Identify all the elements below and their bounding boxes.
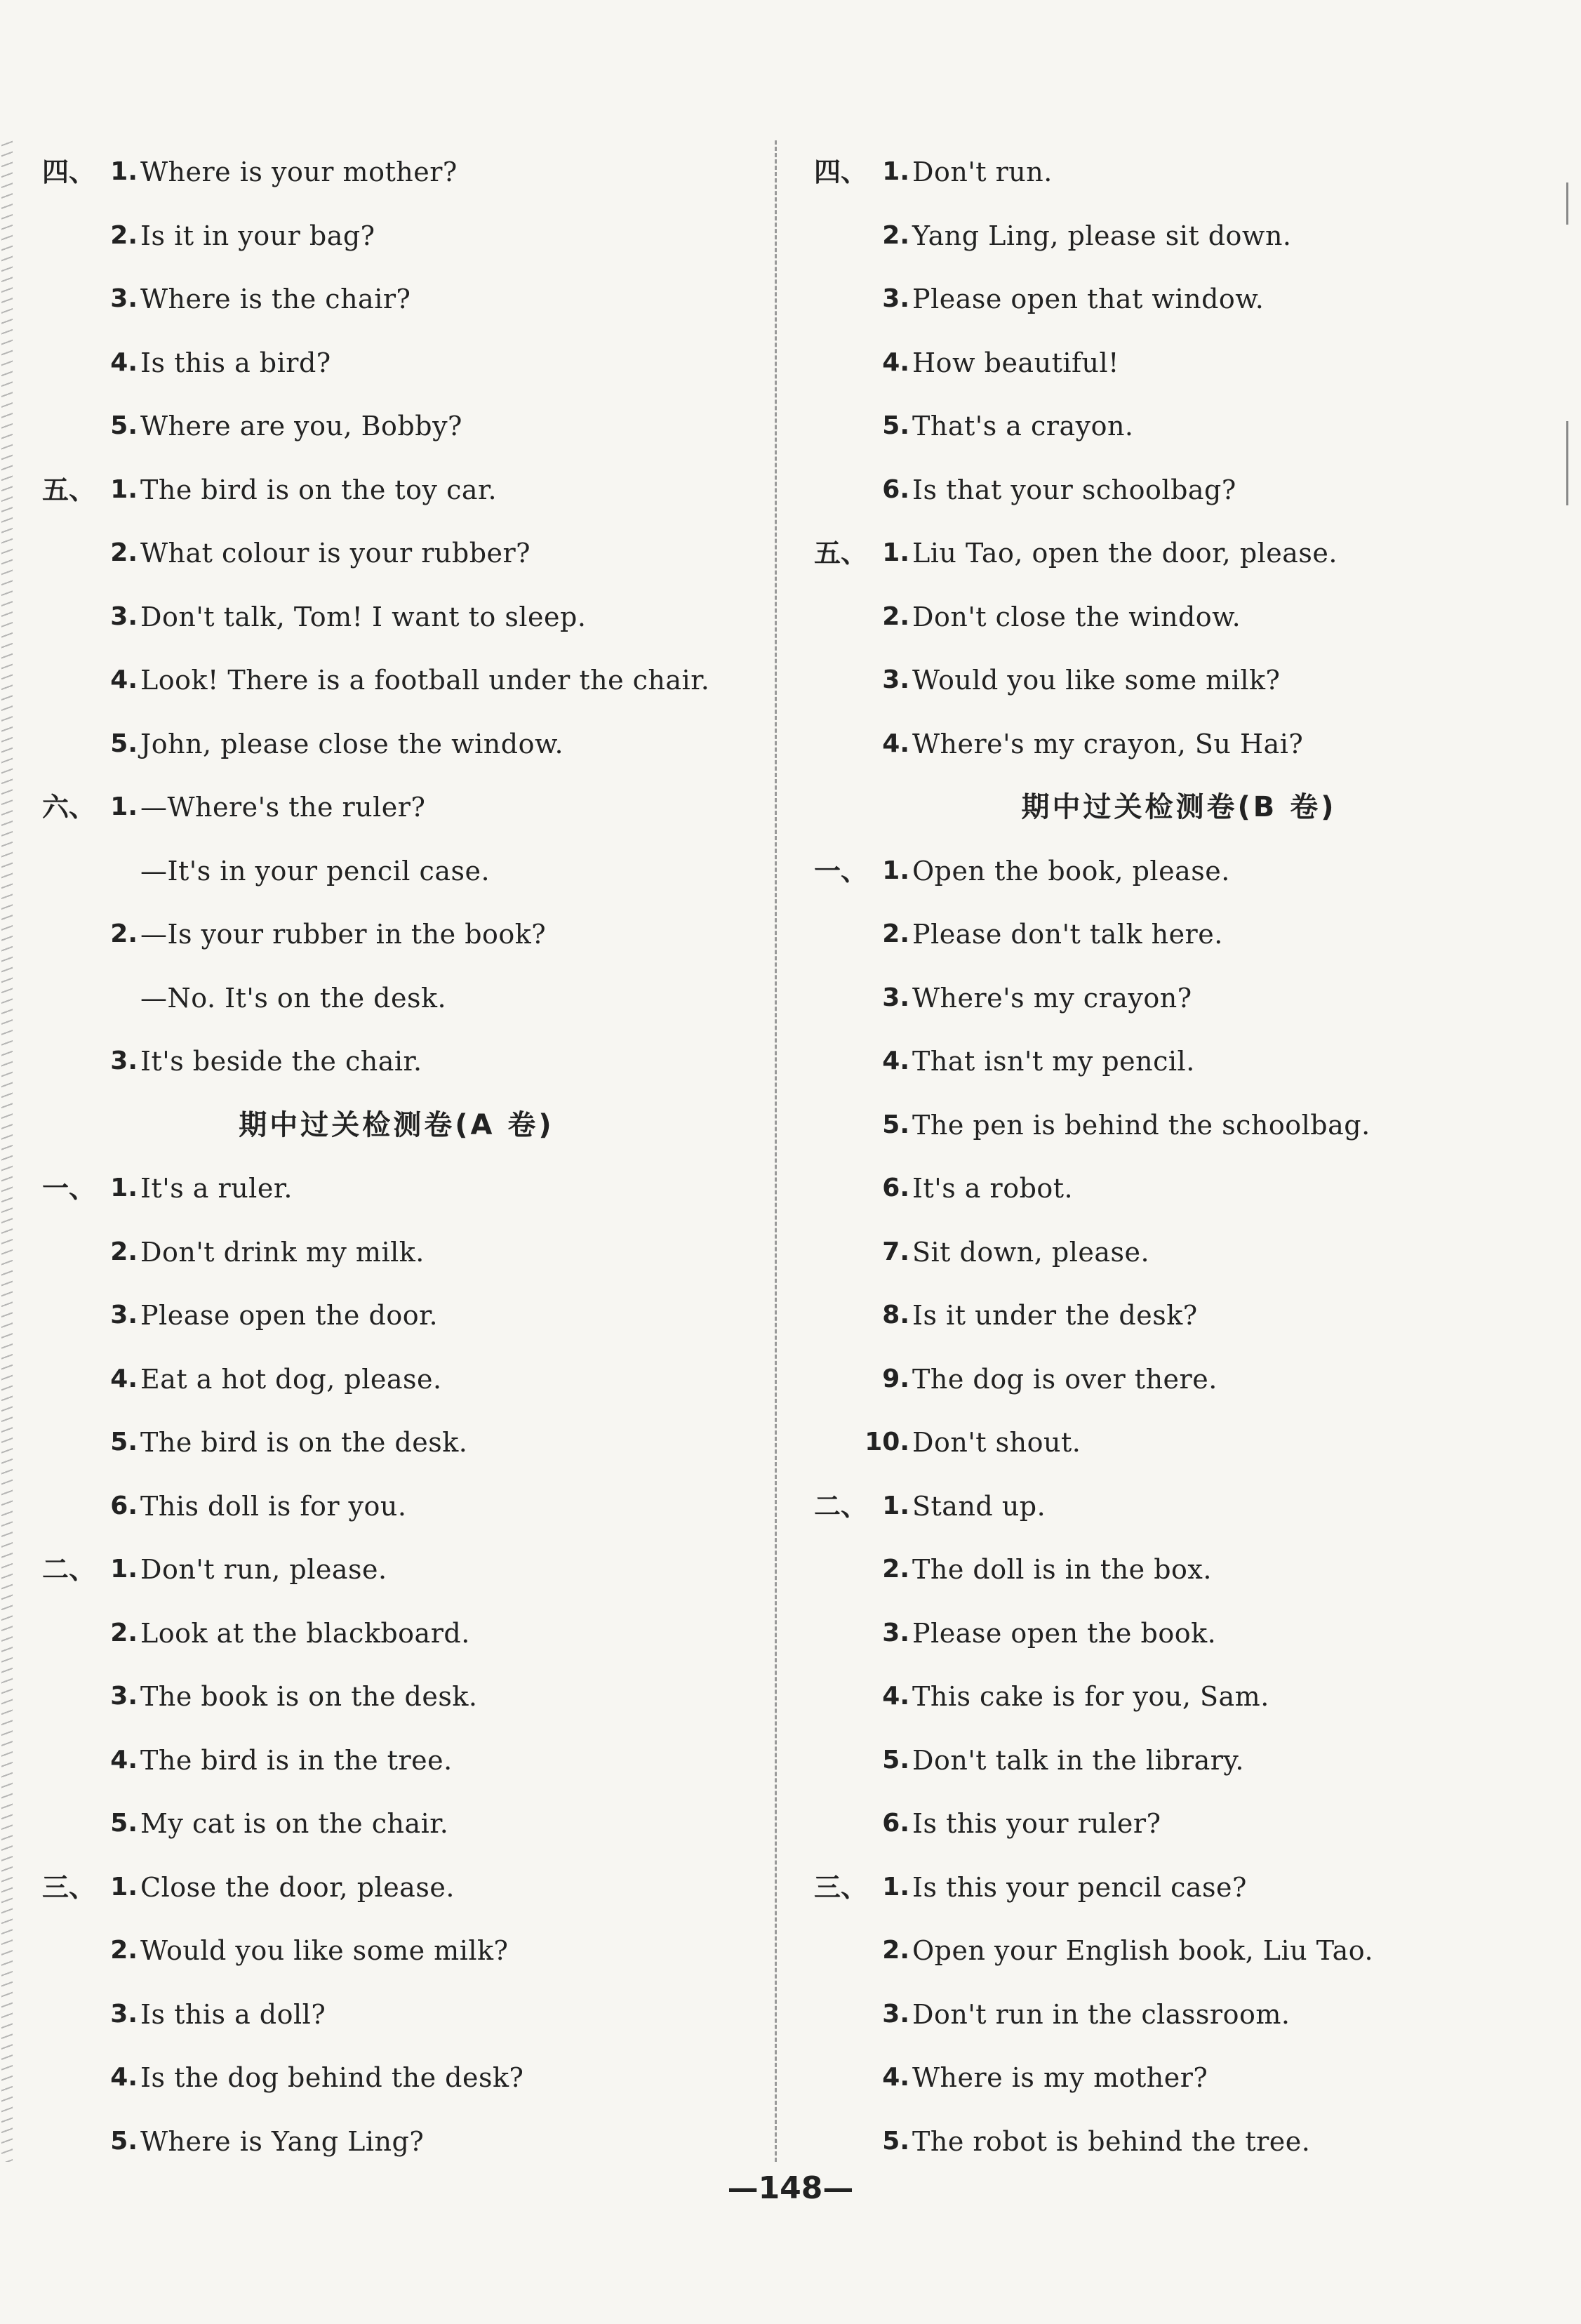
answer-text: —It's in your pencil case. <box>140 855 491 887</box>
answer-item <box>814 1602 1544 1666</box>
answer-item <box>42 1157 751 1221</box>
answer-text: How beautiful! <box>912 347 1119 378</box>
answer-item <box>814 1729 1544 1793</box>
right-column <box>814 140 1544 2173</box>
answer-text: —Is your rubber in the book? <box>140 919 547 950</box>
section-number: 四、 <box>42 157 96 187</box>
answer-text: The book is on the desk. <box>140 1681 478 1712</box>
item-number: 6. <box>882 1174 909 1202</box>
answer-text: Look at the blackboard. <box>140 1617 470 1649</box>
answer-item <box>42 1602 751 1666</box>
answer-item <box>814 522 1544 585</box>
answer-text: The bird is in the tree. <box>140 1744 453 1776</box>
item-number: 4. <box>110 2063 138 2092</box>
answer-item <box>814 649 1544 712</box>
answer-text: That's a crayon. <box>912 411 1134 441</box>
answer-text: Where is my mother? <box>912 2062 1208 2093</box>
answer-text: Where's my crayon, Su Hai? <box>912 728 1304 759</box>
item-number: 7. <box>882 1237 909 1266</box>
answer-item <box>814 1919 1544 1983</box>
answer-item <box>42 712 751 776</box>
item-number: 2. <box>882 1555 909 1583</box>
left-column <box>42 140 751 2173</box>
item-number: 1. <box>110 1174 138 1202</box>
item-number: 5. <box>882 1745 909 1774</box>
section-number: 一、 <box>814 855 868 887</box>
item-number: 1. <box>110 157 138 186</box>
item-number: 1. <box>882 1491 909 1520</box>
answer-item <box>42 458 751 522</box>
answer-text: The bird is on the desk. <box>140 1427 468 1458</box>
section-number: 三、 <box>814 1871 868 1903</box>
answer-text: Is it under the desk? <box>912 1300 1198 1331</box>
page-number: —148— <box>727 2170 854 2206</box>
answer-text: Would you like some milk? <box>140 1935 509 1966</box>
item-number: 2. <box>110 1237 138 1266</box>
item-number: 5. <box>110 729 138 758</box>
answer-item <box>814 585 1544 649</box>
answer-text: Is this a doll? <box>140 1998 326 2030</box>
answer-text: Don't drink my milk. <box>140 1236 425 1268</box>
item-number: 2. <box>110 538 138 567</box>
answer-text: The pen is behind the schoolbag. <box>912 1109 1370 1141</box>
answer-item <box>814 1792 1544 1856</box>
answer-item <box>42 1284 751 1348</box>
section-number: 一、 <box>42 1173 96 1204</box>
answer-item <box>814 839 1544 903</box>
answer-item <box>814 712 1544 776</box>
answer-item <box>814 458 1544 522</box>
item-number: 5. <box>882 1110 909 1139</box>
item-number: 1. <box>110 1872 138 1901</box>
item-number: 2. <box>110 919 138 948</box>
answer-text: —No. It's on the desk. <box>140 982 447 1014</box>
answer-text: Stand up. <box>912 1490 1046 1522</box>
item-number: 2. <box>110 220 138 250</box>
item-number: 1. <box>110 1555 138 1583</box>
item-number: 6. <box>110 1491 138 1520</box>
answer-text: Don't run in the classroom. <box>912 1998 1290 2030</box>
section-number: 四、 <box>814 157 868 187</box>
answer-text: Where are you, Bobby? <box>140 411 462 441</box>
answer-item <box>42 1221 751 1284</box>
answer-item <box>814 1411 1544 1475</box>
answer-text: Don't run, please. <box>140 1554 387 1585</box>
answer-item <box>42 1411 751 1475</box>
answer-item <box>42 2046 751 2110</box>
answer-text: This doll is for you. <box>140 1490 407 1522</box>
item-number: 6. <box>882 474 909 504</box>
answer-item <box>42 1348 751 1412</box>
answer-item <box>42 204 751 268</box>
answer-text: Don't close the window. <box>912 601 1241 632</box>
answer-text: —Where's the ruler? <box>140 792 426 823</box>
section-number: 二、 <box>814 1490 868 1522</box>
answer-item <box>814 1983 1544 2047</box>
item-number: 1. <box>110 792 138 821</box>
section-number: 五、 <box>814 538 868 569</box>
answer-text: Would you like some milk? <box>912 665 1281 696</box>
item-number: 4. <box>882 1682 909 1711</box>
answer-text: The doll is in the box. <box>912 1554 1212 1585</box>
answer-text: Open your English book, Liu Tao. <box>912 1935 1374 1966</box>
answer-text: Is this your ruler? <box>912 1808 1161 1839</box>
answer-item <box>42 522 751 585</box>
item-number: 8. <box>882 1301 909 1329</box>
answer-item <box>814 267 1544 331</box>
item-number: 3. <box>110 602 138 631</box>
item-number: 2. <box>882 1936 909 1965</box>
item-number: 2. <box>110 1936 138 1965</box>
item-number: 5. <box>110 1809 138 1838</box>
answer-text: It's a robot. <box>912 1173 1074 1204</box>
answer-item <box>42 267 751 331</box>
answer-text: The bird is on the toy car. <box>140 474 498 505</box>
answer-item <box>42 1475 751 1539</box>
item-number: 1. <box>882 1872 909 1901</box>
answer-text: Yang Ling, please sit down. <box>912 220 1292 251</box>
item-number: 5. <box>110 2126 138 2156</box>
item-number: 1. <box>882 157 909 186</box>
answer-item <box>814 903 1544 967</box>
answer-item <box>42 776 751 839</box>
answer-text: Where is your mother? <box>140 157 458 187</box>
item-number: 5. <box>110 411 138 440</box>
item-number: 4. <box>110 1364 138 1393</box>
answer-item <box>814 394 1544 458</box>
answer-item <box>42 649 751 712</box>
answer-item <box>42 1665 751 1729</box>
item-number: 6. <box>882 1809 909 1838</box>
item-number: 4. <box>110 665 138 694</box>
answer-text: Where is the chair? <box>140 284 411 314</box>
answer-text: Please open that window. <box>912 284 1265 314</box>
answer-item <box>814 1856 1544 1920</box>
item-number: 4. <box>110 347 138 377</box>
answer-text: That isn't my pencil. <box>912 1046 1195 1077</box>
answer-text: Close the door, please. <box>140 1871 455 1903</box>
item-number: 1. <box>882 856 909 885</box>
section-number: 三、 <box>42 1871 96 1903</box>
item-number: 10. <box>865 1428 909 1456</box>
item-number: 5. <box>110 1428 138 1456</box>
item-number: 2. <box>882 919 909 948</box>
item-number: 3. <box>882 284 909 313</box>
answer-text: My cat is on the chair. <box>140 1808 449 1839</box>
answer-text: Don't talk, Tom! I want to sleep. <box>140 601 587 632</box>
answer-text: This cake is for you, Sam. <box>912 1681 1269 1712</box>
answer-item <box>814 204 1544 268</box>
answer-item <box>42 1919 751 1983</box>
answer-item <box>42 140 751 204</box>
scan-mark <box>1566 182 1568 225</box>
item-number: 3. <box>882 983 909 1012</box>
answer-item <box>814 1030 1544 1094</box>
answer-item <box>814 1348 1544 1412</box>
scan-mark <box>1566 421 1568 505</box>
section-number: 六、 <box>42 792 96 823</box>
answer-text: Is this your pencil case? <box>912 1871 1247 1903</box>
answer-item <box>814 1538 1544 1602</box>
answer-item <box>814 1284 1544 1348</box>
item-number: 3. <box>110 1682 138 1711</box>
answer-item <box>814 1157 1544 1221</box>
item-number: 3. <box>882 1999 909 2028</box>
answer-item <box>814 1665 1544 1729</box>
answer-text: Is the dog behind the desk? <box>140 2062 524 2093</box>
answer-item <box>42 331 751 395</box>
answer-item <box>42 2110 751 2174</box>
item-number: 4. <box>110 1745 138 1774</box>
item-number: 4. <box>882 729 909 758</box>
answer-text: Look! There is a football under the chair. <box>140 665 710 696</box>
answer-item <box>42 394 751 458</box>
answer-text: John, please close the window. <box>140 728 564 759</box>
answer-text: Open the book, please. <box>912 855 1230 887</box>
section-number: 二、 <box>42 1554 96 1585</box>
answer-text: Eat a hot dog, please. <box>140 1363 442 1395</box>
answer-text: Please don't talk here. <box>912 919 1223 950</box>
item-number: 9. <box>882 1364 909 1393</box>
item-number: 5. <box>882 411 909 440</box>
item-number: 3. <box>882 665 909 694</box>
answer-text: Is this a bird? <box>140 347 331 378</box>
answer-item <box>814 1094 1544 1157</box>
answer-item <box>42 1856 751 1920</box>
item-number: 1. <box>882 538 909 567</box>
answer-item <box>42 903 751 967</box>
answer-text: Don't talk in the library. <box>912 1744 1244 1776</box>
answer-text: Where is Yang Ling? <box>140 2125 425 2157</box>
item-number: 3. <box>882 1618 909 1647</box>
answer-item <box>814 1475 1544 1539</box>
answer-text: Don't shout. <box>912 1427 1081 1458</box>
answer-item <box>42 967 751 1030</box>
binding-edge <box>1 140 13 2162</box>
answer-text: The robot is behind the tree. <box>912 2125 1311 2157</box>
item-number: 2. <box>882 220 909 250</box>
answer-text: What colour is your rubber? <box>140 538 531 569</box>
answer-item <box>42 839 751 903</box>
column-divider <box>775 140 777 2162</box>
answer-item <box>42 1030 751 1094</box>
section-number: 五、 <box>42 474 96 505</box>
answer-item <box>42 1538 751 1602</box>
item-number: 3. <box>110 284 138 313</box>
item-number: 1. <box>110 474 138 504</box>
item-number: 2. <box>882 602 909 631</box>
answer-text: Please open the book. <box>912 1617 1217 1649</box>
answer-text: Is that your schoolbag? <box>912 474 1236 505</box>
answer-item <box>814 2046 1544 2110</box>
item-number: 4. <box>882 2063 909 2092</box>
answer-text: Is it in your bag? <box>140 220 375 251</box>
item-number: 5. <box>882 2126 909 2156</box>
answer-item <box>42 1983 751 2047</box>
answer-text: Where's my crayon? <box>912 982 1192 1014</box>
answer-text: The dog is over there. <box>912 1363 1218 1395</box>
answer-item <box>814 331 1544 395</box>
answer-item <box>814 967 1544 1030</box>
section-heading: 期中过关检测卷(A 卷) <box>239 1108 554 1141</box>
section-heading: 期中过关检测卷(B 卷) <box>1021 791 1337 823</box>
answer-text: It's a ruler. <box>140 1173 293 1204</box>
answer-item <box>42 1792 751 1856</box>
item-number: 3. <box>110 1999 138 2028</box>
answer-text: Liu Tao, open the door, please. <box>912 538 1338 569</box>
answer-item <box>814 1221 1544 1284</box>
answer-text: Sit down, please. <box>912 1236 1150 1268</box>
item-number: 3. <box>110 1301 138 1329</box>
answer-item <box>814 2110 1544 2174</box>
item-number: 4. <box>882 1047 909 1075</box>
item-number: 4. <box>882 347 909 377</box>
answer-text: Don't run. <box>912 157 1053 187</box>
answer-item <box>42 1729 751 1793</box>
answer-text: Please open the door. <box>140 1300 439 1331</box>
answer-item <box>814 140 1544 204</box>
item-number: 2. <box>110 1618 138 1647</box>
answer-text: It's beside the chair. <box>140 1046 422 1077</box>
item-number: 3. <box>110 1047 138 1075</box>
answer-item <box>42 585 751 649</box>
